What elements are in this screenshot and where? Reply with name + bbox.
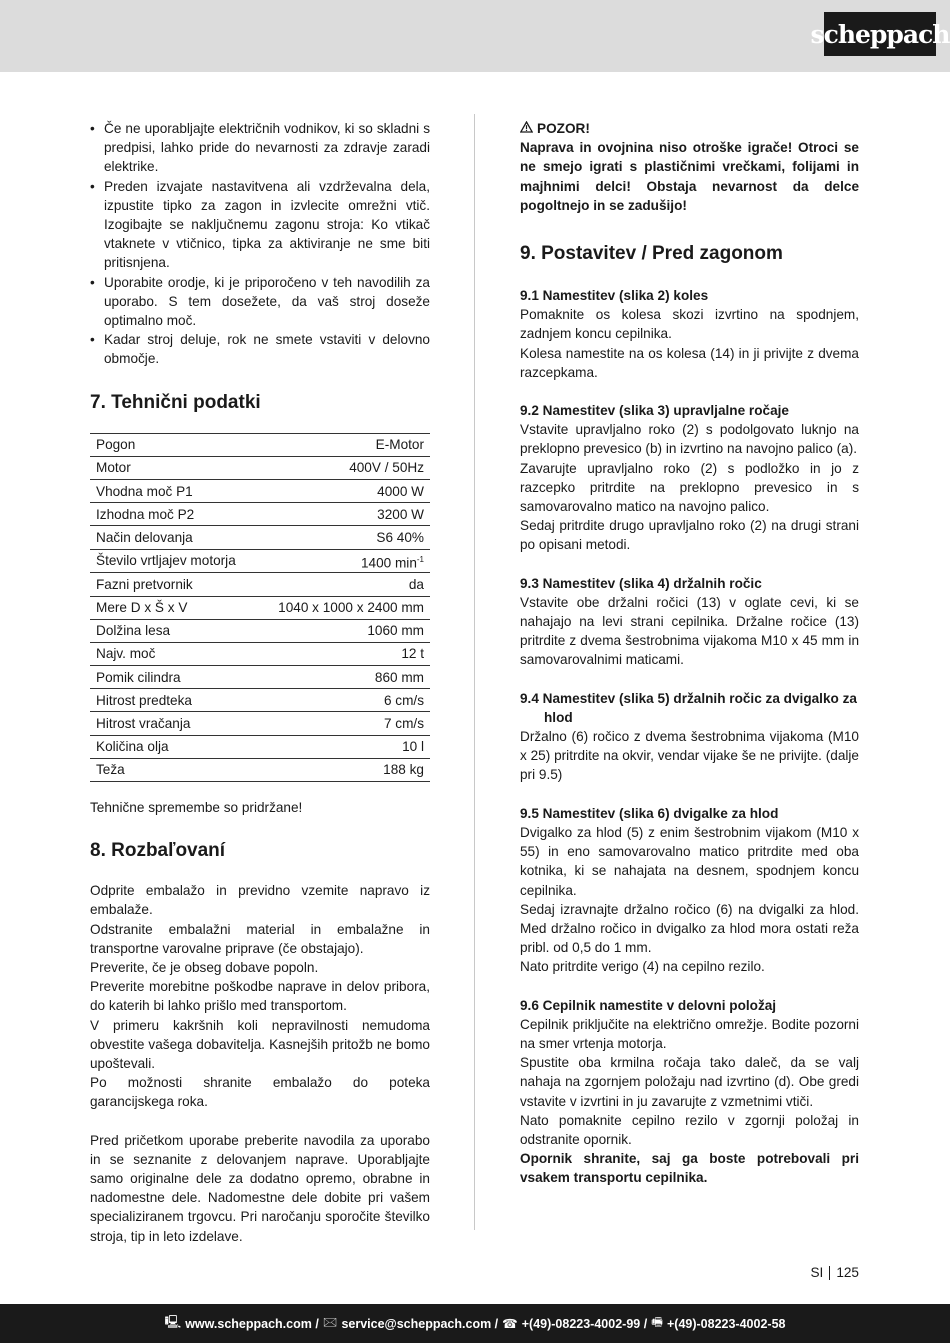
subsection-9-3 (520, 574, 859, 670)
spec-value: S6 40% (257, 526, 430, 549)
spec-value: 3200 W (257, 503, 430, 526)
spec-value: 860 mm (257, 666, 430, 689)
spec-value: 10 l (257, 735, 430, 758)
language-code: SI (810, 1265, 824, 1280)
left-column (90, 119, 430, 1246)
spec-label: Hitrost vračanja (90, 712, 257, 735)
table-row (90, 456, 430, 479)
spec-label: Način delovanja (90, 526, 257, 549)
table-row (90, 503, 430, 526)
table-row (90, 758, 430, 781)
table-row (90, 433, 430, 456)
warning-title-text: POZOR! (537, 121, 590, 136)
spec-value: 7 cm/s (257, 712, 430, 735)
spec-value: 188 kg (257, 758, 430, 781)
spec-value-text: 1400 min (360, 555, 417, 571)
list-item: • Preden izvajate nastavitvena ali vzdrževalna dela, izpustite tipko za zagon in izvlecite omrežni vtič. Izogibajte se naključnemu zagonu stroja: Ko vtikač vtaknete v vtičnico, tipka za aktiviranje ne sme biti pritisnjena. (90, 177, 430, 273)
spec-value-superscript: -1 (416, 554, 424, 564)
section-7-heading: 7. Tehnični podatki (90, 391, 261, 413)
computer-icon: 🖳 (164, 1315, 182, 1329)
spec-label: Fazni pretvornik (90, 573, 257, 596)
subsection-9-5 (520, 804, 859, 977)
table-row (90, 712, 430, 735)
table-row (90, 642, 430, 665)
table-row (90, 619, 430, 642)
spec-value: 4000 W (257, 480, 430, 503)
technical-data-table (90, 433, 430, 782)
spec-label: Dolžina lesa (90, 619, 257, 642)
spec-value (257, 549, 430, 573)
spec-value: 1060 mm (257, 619, 430, 642)
page-number-separator (829, 1266, 830, 1280)
spec-label: Pomik cilindra (90, 666, 257, 689)
spec-value: E-Motor (257, 433, 430, 456)
paragraph-gap (90, 1112, 430, 1131)
subsection-title: 9.4 Namestitev (slika 5) držalnih ročic za dvigalko za hlod (520, 690, 857, 725)
fax-icon: 🖷 (651, 1315, 663, 1329)
subsection-9-4 (520, 689, 859, 785)
subsection-text: Držalno (6) ročico z dvema šestrobnima vijakoma (M10 x 25) pritrdite na okvir, vendar vijake še ne privijte. (dalje pri 9.5) (520, 729, 859, 783)
phone-icon: ☎ (502, 1317, 518, 1331)
table-row (90, 666, 430, 689)
email-icon: 🖂 (322, 1315, 338, 1329)
subsection-title: 9.5 Namestitev (slika 6) dvigalke za hlod (520, 805, 779, 821)
spec-label: Najv. moč (90, 642, 257, 665)
list-item: • Kadar stroj deluje, rok ne smete vstaviti v delovno območje. (90, 330, 430, 368)
spec-value: 400V / 50Hz (257, 456, 430, 479)
warning-block (520, 119, 859, 215)
spec-value: 6 cm/s (257, 689, 430, 712)
safety-bullet-list (90, 119, 430, 369)
table-row (90, 549, 430, 573)
fax-number: +(49)-08223-4002-58 (666, 1316, 786, 1331)
subsection-title: 9.2 Namestitev (slika 3) upravljalne ročaje (520, 403, 789, 419)
footer-contact-bar (0, 1304, 950, 1343)
page-number-block (810, 1265, 859, 1280)
subsection-title: 9.1 Namestitev (slika 2) koles (520, 288, 709, 304)
header-band (0, 0, 950, 72)
list-item: • Uporabite orodje, ki je priporočeno v teh navodilih za uporabo. S tem dosežete, da vaš stroj doseže optimalno moč. (90, 273, 430, 331)
table-row (90, 735, 430, 758)
spec-label: Teža (90, 758, 257, 781)
section-8-heading: 8. Rozbaľovaní (90, 840, 226, 862)
unpacking-paragraph: Odprite embalažo in previdno vzemite napravo iz embalaže. Odstranite embalažni material in embalažne in transportne varovalne priprave (če obstajajo). Preverite, če je obseg dobave popoln. Preverite morebitne poškodbe naprave in delov pribora, do katerih bi lahko prišlo med transportom. V primeru kakršnih koli nepravilnosti nemudoma obvestite vašega dobavitelja. Kasnejših pritožb ne bomo upoštevali. Po možnosti shranite embalažo do poteka garancijskega roka. (90, 883, 430, 1110)
subsection-title: 9.3 Namestitev (slika 4) držalnih ročic (520, 575, 762, 591)
email-link[interactable]: service@scheppach.com / (341, 1316, 499, 1331)
subsection-bold-note: Opornik shranite, saj ga boste potrebovali pri vsakem transportu cepilnika. (520, 1151, 859, 1186)
spec-label: Hitrost predteka (90, 689, 257, 712)
phone-number: +(49)-08223-4002-99 / (521, 1316, 648, 1331)
technical-changes-note: Tehnične spremembe so pridržane! (90, 800, 303, 815)
website-link[interactable]: www.scheppach.com / (185, 1316, 319, 1331)
usage-paragraph: Pred pričetkom uporabe preberite navodila za uporabo in se seznanite z delovanjem naprave. Uporabljajte samo originalne dele za dodatno opremo, obrabne in nadomestne dele. Nadomestne dele dobite pri vašem specializiranem trgovcu. Pri naročanju sporočite številko stroja, tip in leto izdelave. (90, 1132, 430, 1244)
subsection-text: Dvigalko za hlod (5) z enim šestrobnim vijakom (M10 x 55) in eno samovarovalno matico pritrdite med oba kotnika, ki se nahajata na desnem, spodnjem koncu cepilnika. Sedaj izravnajte držalno ročico (6) na dvigalki za hlod. Med držalno ročico in dvigalko za hlod mora ostati reža pribl. od 0,5 do 1 mm. Nato pritrdite verigo (4) na cepilno rezilo. (520, 824, 859, 975)
subsection-9-2 (520, 401, 859, 555)
subsection-text: Pomaknite os kolesa skozi izvrtino na spodnjem, zadnjem koncu cepilnika. Kolesa namestite na os kolesa (14) in ji privijte z dvema razcepkama. (520, 307, 859, 380)
spec-value: 12 t (257, 642, 430, 665)
table-row (90, 596, 430, 619)
warning-title (520, 119, 859, 138)
section-9-heading: 9. Postavitev / Pred zagonom (520, 243, 783, 265)
subsection-text: Cepilnik priključite na električno omrežje. Bodite pozorni na smer vrtenja motorja. Spustite oba krmilna ročaja tako daleč, da se valj nahaja na zgornjem položaju nad izvrtino (d). Obe gredi vstavite v izvrtini in ju zavarujte z vzmetnimi vtiči. Nato pomaknite cepilno rezilo v zgornji položaj in odstranite opornik. (520, 1016, 859, 1147)
subsection-title: 9.6 Cepilnik namestite v delovni položaj (520, 997, 777, 1013)
list-item: • Če ne uporabljajte električnih vodnikov, ki so skladni s predpisi, lahko pride do nevarnosti za zdravje zaradi elektrike. (90, 119, 430, 177)
spec-value: da (257, 573, 430, 596)
warning-triangle-icon (520, 119, 533, 138)
brand-logo: scheppach (824, 12, 936, 56)
subsection-text: Vstavite upravljalno roko (2) s podolgovato luknjo na preklopno prevesico (b) in izvrtino na navojno palico (a). Zavarujte upravljalno roko (2) s podložko in jo z razcepko pritrdite na preklopno prevesico in s samovarovalno matico na navojno palico. Sedaj pritrdite drugo upravljalno roko (2) na drugi strani po opisani metodi. (520, 422, 859, 553)
spec-label: Motor (90, 456, 257, 479)
spec-label: Vhodna moč P1 (90, 480, 257, 503)
right-column (520, 119, 859, 1188)
subsection-9-6 (520, 996, 859, 1188)
spec-label: Število vrtljajev motorja (90, 549, 257, 573)
spec-label: Pogon (90, 433, 257, 456)
table-row (90, 573, 430, 596)
subsection-text: Vstavite obe držalni ročici (13) v oglate cevi, ki se nahajajo na levi strani cepilnika. Držalne ročice (13) pritrdite z dvema šestrobnima vijakoma M10 x 45 mm in samovarovalnimi maticami. (520, 594, 859, 668)
column-divider (474, 114, 475, 1230)
table-row (90, 526, 430, 549)
page-number: 125 (836, 1265, 859, 1280)
subsection-9-1 (520, 286, 859, 382)
spec-value: 1040 x 1000 x 2400 mm (257, 596, 430, 619)
warning-text: Naprava in ovojnina niso otroške igrače! Otroci se ne smejo igrati s plastičnimi vrečkami, folijami in majhnimi delci! Obstaja nevarnost da delce pogoltnejo in se zadušijo! (520, 140, 859, 213)
spec-label: Izhodna moč P2 (90, 503, 257, 526)
table-row (90, 480, 430, 503)
spec-label: Količina olja (90, 735, 257, 758)
spec-label: Mere D x Š x V (90, 596, 257, 619)
table-row (90, 689, 430, 712)
